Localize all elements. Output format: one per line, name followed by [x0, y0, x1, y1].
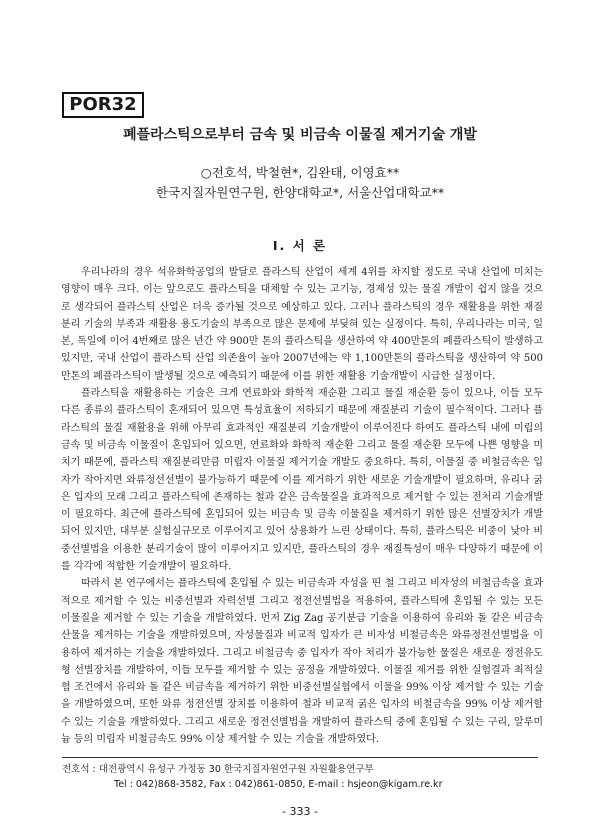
paper-code-badge: POR32 [62, 92, 144, 118]
footer-address: 전호석 : 대전광역시 유성구 가정동 30 한국지질자원연구원 자원활용연구부 [62, 764, 374, 775]
body-paragraph-1: 우리나라의 경우 석유화학공업의 발달로 플라스틱 산업이 세계 4위를 차지할 정도로 국내 산업에 미치는 영향이 매우 크다. 이는 앞으로도 플라스틱을 대체할 수 있는 고기능, 경제성 있는 물질 개발이 쉽지 않을 것으로 생각되어 플라스틱 산업은 더욱 증가될 것으로 예상하고 있다. 그러나 플라스틱의 경우 재활용을 위한 재질분리 기술의 부족과 재활용 용도기술의 부족으로 많은 문제에 부딪혀 있는 실정이다. 특히, 우리나라는 미국, 일본, 독일에 이어 4번째로 많은 년간 약 900만 톤의 플라스틱을 생산하여 약 400만톤의 폐플라스틱이 발생하고 있지만, 국내 산업이 플라스틱 산업 의존율이 높아 2007년에는 약 1,100만톤의 플라스틱을 생산하여 약 500만톤의 폐플라스틱이 발생될 것으로 예측되기 때문에 이를 위한 재활용 기술개발이 시급한 실정이다. [61, 267, 543, 382]
correspondence-footer [62, 762, 542, 792]
body-text [61, 264, 543, 748]
footer-contact: Tel : 042)868-3582, Fax : 042)861-0850, E-mail : hsjeon@kigam.re.kr [114, 779, 443, 790]
section-heading: I. 서 론 [272, 238, 328, 253]
paper-title: 폐플라스틱으로부터 금속 및 비금속 이물질 제거기술 개발 [123, 127, 477, 143]
affiliation-list: 한국지질자원연구원, 한양대학교*, 서울산업대학교** [155, 185, 445, 200]
page-number: - 333 - [282, 805, 318, 818]
footer-divider [62, 757, 538, 758]
body-paragraph-2: 플라스틱을 재활용하는 기술은 크게 연료화와 화학적 재순환 그리고 물질 재순환 등이 있으나, 이들 모두 다른 종류의 플라스틱이 혼재되어 있으면 특성효율이 저하되기 때문에 재질분리 기술이 필수적이다. 그러나 플라스틱의 물질 재활용을 위해 아무리 효과적인 재질분리 기술개발이 이루어진다 하여도 플라스틱 내에 미립의 금속 및 비금속 이물질이 혼입되어 있으면, 연료화와 화학적 재순환 그리고 물질 재순환 모두에 나쁜 영향을 미치기 때문에, 플라스틱 재질분리만큼 미립자 이물질 제거기술 개발도 중요하다. 특히, 이물질 중 비철금속은 입자가 작아지면 와류정선선별이 불가능하기 때문에 이를 제거하기 위한 새로운 기술개발이 필요하며, 유리나 굵은 입자의 모래 그리고 플라스틱에 존재하는 철과 같은 금속물질을 효과적으로 제거할 수 있는 전처리 기술개발이 필요하다. 최근에 플라스틱에 혼입되어 있는 비금속 및 금속 이물질을 제거하기 위한 많은 선별장치가 개발되어 있지만, 대부분 실험실규모로 이루어지고 있어 상용화가 느린 상태이다. 특히, 플라스틱은 비중이 낮아 비중선별법을 이용한 분리기술이 많이 이루어지고 있지만, 플라스틱의 경우 재질특성이 매우 다양하기 때문에 이를 각각에 적합한 기술개발이 필요하다. [61, 388, 543, 573]
author-list: ○전호석, 박철현*, 김완태, 이영효** [200, 165, 400, 180]
body-paragraph-3: 따라서 본 연구에서는 플라스틱에 혼입될 수 있는 비금속과 자성을 띤 철 그리고 비자성의 비철금속을 효과적으로 제거할 수 있는 비중선별과 자력선별 그리고 정전선별법을 적용하여, 플라스틱에 혼입될 수 있는 모든 이물질을 제거할 수 있는 기술을 개발하였다. 먼저 Zig Zag 공기분급 기술을 이용하여 유리와 돌 같은 비금속 산물을 제거하는 기술을 개발하였으며, 자성물질과 비교적 입자가 큰 비자성 비철금속은 와류정전선별법을 이용하여 제거하는 기술을 개발하였다. 그리고 비철금속 중 입자가 작아 처리가 불가능한 물질은 새로운 정전유도형 선별장치를 개발하여, 이들 모두를 제거할 수 있는 공정을 개발하였다. 이물질 제거를 위한 실험결과 최적실험 조건에서 유리와 돌 같은 비금속을 제거하기 위한 비중선별실험에서 이물을 99% 이상 제거할 수 있는 기술을 개발하였으며, 또한 와류 정전선별 장치를 이용하여 철과 비교적 굵은 입자의 비철금속을 99% 이상 제거할 수 있는 기술을 개발하였다. 그리고 새로운 정전선별법을 개발하여 플라스틱 중에 혼입될 수 있는 구리, 알루미늄 등의 미립자 비철금속도 99% 이상 제거할 수 있는 기술을 개발하였다. [61, 578, 543, 746]
